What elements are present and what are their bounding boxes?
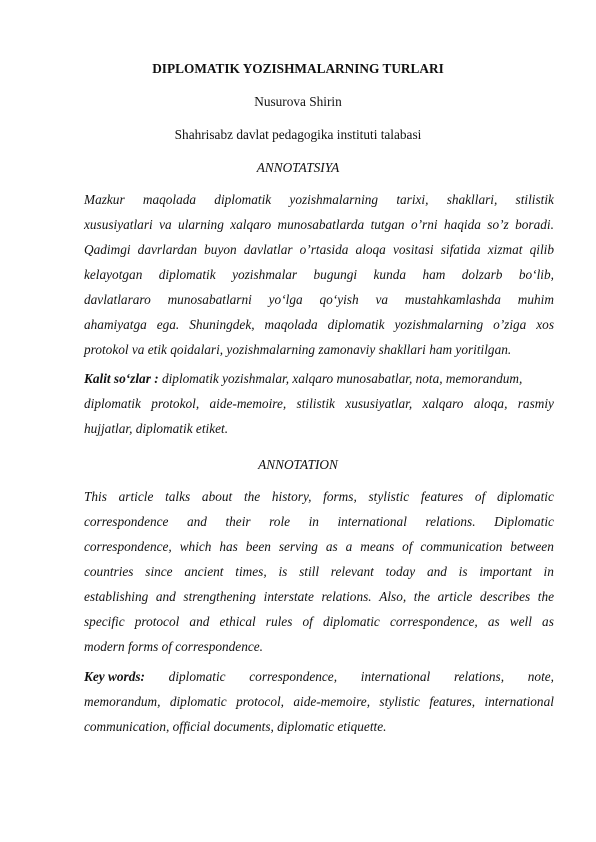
word: of	[302, 614, 313, 629]
abstract-line	[84, 317, 554, 333]
word: article	[118, 489, 154, 504]
word: buyon	[204, 242, 237, 257]
word: xususiyatlar,	[345, 396, 413, 411]
word: yo‘lga	[268, 292, 303, 307]
word: stylistic	[368, 489, 410, 504]
keywords-label: Key words:	[84, 669, 145, 684]
word: today	[385, 564, 416, 579]
word: correspondence,	[249, 669, 338, 684]
word: diplomatik	[327, 317, 385, 332]
word: as	[487, 614, 500, 629]
word: mustahkamlashda	[404, 292, 501, 307]
word: times,	[235, 564, 267, 579]
word: ahamiyatga	[84, 317, 147, 332]
word: o’ziga	[493, 317, 527, 332]
word: tutgan	[370, 217, 405, 232]
word: sifatida	[440, 242, 481, 257]
word: of	[474, 489, 486, 504]
word: ham	[422, 267, 446, 282]
word: yozishmalarning	[394, 317, 484, 332]
word: so’z	[487, 217, 509, 232]
word: va	[375, 292, 389, 307]
word: memorandum,	[84, 694, 161, 709]
paper-title: DIPLOMATIK YOZISHMALARNING TURLARI	[152, 61, 444, 76]
word: communication	[420, 539, 503, 554]
word: Qadimgi	[84, 242, 131, 257]
word: between	[510, 539, 554, 554]
word: aloqa	[355, 242, 386, 257]
word: means	[360, 539, 395, 554]
word: ancient	[184, 564, 224, 579]
word: about	[201, 489, 233, 504]
keywords-text: diplomatik yozishmalar, xalqaro munosabatlar, nota, memorandum,	[161, 371, 523, 386]
word: relevant	[330, 564, 374, 579]
word: stilistik	[296, 396, 335, 411]
keywords-label: Kalit so‘zlar :	[84, 371, 162, 386]
word: o’rtasida	[299, 242, 349, 257]
word: rules	[265, 614, 293, 629]
abstract-line	[84, 489, 554, 505]
word: diplomatik	[158, 267, 216, 282]
word: history,	[271, 489, 312, 504]
word: relations.	[425, 514, 476, 529]
word: kelayotgan	[84, 267, 143, 282]
word: in	[308, 514, 319, 529]
word: diplomatic	[322, 614, 380, 629]
word: international	[484, 694, 554, 709]
word: tarixi,	[396, 192, 429, 207]
word: dolzarb	[461, 267, 503, 282]
word: has	[219, 539, 238, 554]
word: aloqa,	[473, 396, 508, 411]
abstract-line	[84, 217, 554, 233]
word: forms,	[323, 489, 357, 504]
word: xos	[536, 317, 554, 332]
word: davlatlar	[243, 242, 293, 257]
word: which	[179, 539, 212, 554]
keywords-line: hujjatlar, diplomatik etiket.	[84, 421, 229, 436]
word: yozishmalar	[232, 267, 298, 282]
word: and	[426, 564, 447, 579]
word: diplomatik	[214, 192, 272, 207]
word: rasmiy	[517, 396, 554, 411]
word: still	[299, 564, 320, 579]
word: specific	[84, 614, 125, 629]
abstract-line	[84, 242, 554, 258]
word: protokol,	[151, 396, 200, 411]
word: Diplomatic	[494, 514, 554, 529]
word: article	[437, 589, 473, 604]
abstract-line	[84, 514, 554, 530]
word: well	[509, 614, 532, 629]
word: xususiyatlari	[84, 217, 153, 232]
word: maqolada	[142, 192, 197, 207]
word: the	[413, 589, 431, 604]
keywords-line	[84, 396, 554, 412]
word: aide-memoire,	[209, 396, 287, 411]
word: correspondence,	[389, 614, 478, 629]
annotatsiya-heading: ANNOTATSIYA	[256, 160, 340, 175]
word: describes	[479, 589, 531, 604]
word: stilistik	[515, 192, 554, 207]
word: diplomatic	[169, 694, 227, 709]
word: a	[345, 539, 353, 554]
word: xalqaro	[230, 217, 272, 232]
word: qilib	[529, 242, 554, 257]
word: davrlardan	[137, 242, 198, 257]
word: Also,	[379, 589, 407, 604]
word: since	[145, 564, 173, 579]
word: protocol,	[236, 694, 284, 709]
abstract-line	[84, 292, 554, 308]
word: Shuningdek,	[189, 317, 255, 332]
word: and	[189, 614, 210, 629]
word: diplomatic	[168, 669, 226, 684]
word: the	[243, 489, 261, 504]
abstract-line	[84, 564, 554, 580]
abstract-line	[84, 589, 554, 605]
word: relations,	[453, 669, 505, 684]
word: correspondence	[84, 514, 169, 529]
word: international	[337, 514, 407, 529]
word: and	[155, 589, 176, 604]
word: aide-memoire,	[293, 694, 371, 709]
keywords-line	[84, 371, 554, 387]
keywords-line	[84, 694, 554, 710]
word: establishing	[84, 589, 149, 604]
word: haqida	[443, 217, 481, 232]
word: Mazkur	[84, 192, 125, 207]
author-name: Nusurova Shirin	[254, 94, 342, 109]
word: their	[225, 514, 251, 529]
word: of	[402, 539, 413, 554]
word: ethical	[219, 614, 256, 629]
abstract-line	[84, 267, 554, 283]
word: is	[458, 564, 468, 579]
word: been	[245, 539, 271, 554]
word: munosabatlarda	[277, 217, 365, 232]
word: important	[479, 564, 532, 579]
word: in	[543, 564, 554, 579]
word: countries	[84, 564, 134, 579]
abstract-line	[84, 614, 554, 630]
word: muhim	[517, 292, 554, 307]
word: xizmat	[487, 242, 523, 257]
word: diplomatic	[496, 489, 554, 504]
word: qo‘yish	[319, 292, 359, 307]
word: strengthening	[183, 589, 257, 604]
word: is	[278, 564, 288, 579]
word: bugungi	[313, 267, 358, 282]
word: protocol	[134, 614, 180, 629]
word: boradi.	[515, 217, 554, 232]
word: shakllari,	[446, 192, 498, 207]
word: ega.	[156, 317, 180, 332]
word: serving	[278, 539, 318, 554]
abstract-line: protokol va etik qoidalari, yozishmalarning zamonaviy shakllari ham yoritilgan.	[84, 342, 512, 357]
author-affiliation: Shahrisabz davlat pedagogika instituti talabasi	[174, 127, 422, 142]
word: role	[269, 514, 291, 529]
word: o’rni	[410, 217, 438, 232]
abstract-line: modern forms of correspondence.	[84, 639, 263, 654]
annotation-heading: ANNOTATION	[258, 457, 338, 472]
word: xalqaro	[422, 396, 464, 411]
word: vositasi	[392, 242, 434, 257]
word: This	[84, 489, 107, 504]
keywords-line: communication, official documents, diplomatic etiquette.	[84, 719, 387, 734]
abstract-line	[84, 192, 554, 208]
word: bo‘lib,	[518, 267, 554, 282]
abstract-line	[84, 539, 554, 555]
word: diplomatik	[84, 396, 141, 411]
word: ularning	[178, 217, 224, 232]
word: relations.	[321, 589, 372, 604]
word: international	[360, 669, 431, 684]
word: correspondence,	[84, 539, 172, 554]
word: the	[537, 589, 554, 604]
word: kunda	[373, 267, 407, 282]
word: va	[159, 217, 172, 232]
word: as	[325, 539, 338, 554]
word: and	[186, 514, 207, 529]
word: note,	[527, 669, 554, 684]
word: stylistic	[379, 694, 421, 709]
word: talks	[165, 489, 191, 504]
word: munosabatlarni	[167, 292, 252, 307]
word: features	[420, 489, 464, 504]
word: yozishmalarning	[289, 192, 379, 207]
word: interstate	[263, 589, 314, 604]
word: as	[542, 614, 554, 629]
word: maqolada	[264, 317, 318, 332]
keywords-line	[84, 669, 554, 685]
word: features,	[429, 694, 476, 709]
word: davlatlararo	[84, 292, 151, 307]
